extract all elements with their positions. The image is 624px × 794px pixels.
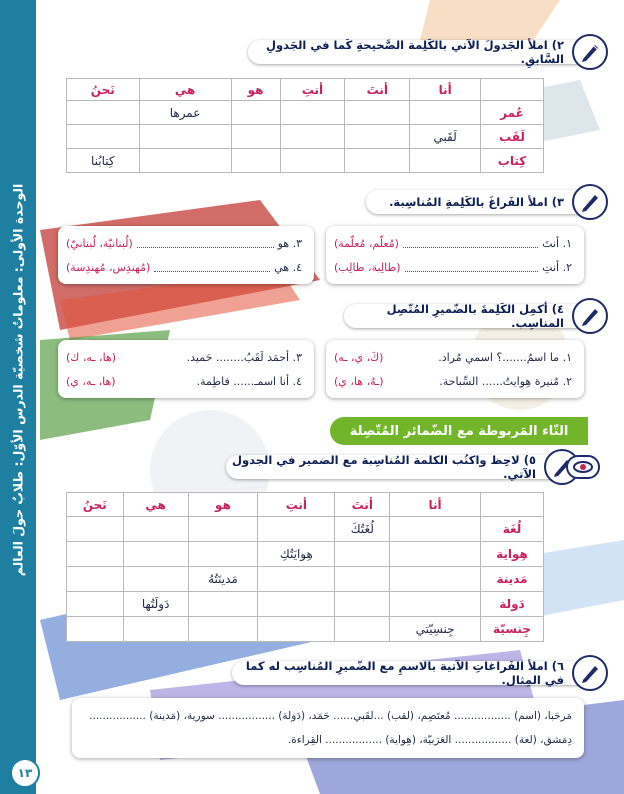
sentence-with-blank[interactable]: ٢. مُنيرة هِوايتُ...... السِّباحة.: [439, 374, 572, 388]
exercise-4-instruction: ٤) أكمِل الكَلِمةَ بالضّميرِ المُتّصِل المناسِب.: [386, 302, 564, 330]
answer-cell[interactable]: [67, 101, 140, 125]
answer-cell[interactable]: [335, 592, 390, 617]
table-row: [67, 517, 544, 542]
answer-cell[interactable]: [258, 517, 335, 542]
answer-cell[interactable]: [390, 517, 481, 542]
column-header: أنتِ: [280, 79, 345, 101]
answer-cell[interactable]: دَولَتُها: [123, 592, 188, 617]
sentence-with-blank[interactable]: ٣. أحمَد لَقَبُ........ حَميد.: [186, 350, 302, 364]
answer-cell[interactable]: [335, 542, 390, 567]
answer-cell[interactable]: [231, 125, 280, 149]
answer-cell[interactable]: [139, 125, 231, 149]
row-label: هِواية: [481, 542, 544, 567]
answer-cell[interactable]: هِوايَتُكِ: [258, 542, 335, 567]
answer-cell[interactable]: [410, 149, 481, 173]
exercise-6-line-2[interactable]: دِمَشق، (لُغة) ................. العَرَبيّة، (هِواية) ................. القِراءة.: [287, 734, 572, 746]
exercise-6-box: [72, 698, 584, 758]
blank-field[interactable]: [154, 263, 270, 272]
blank-field[interactable]: [403, 239, 538, 248]
answer-cell[interactable]: عمرها: [139, 101, 231, 125]
unit-lesson-title: الوحدة الأولى: معلوماتٌ شخصيّة الدرس الأوّل: طلابٌ حولَ العالم: [10, 183, 26, 577]
answer-cell[interactable]: [258, 567, 335, 592]
answer-cell[interactable]: [123, 517, 188, 542]
answer-cell[interactable]: [67, 125, 140, 149]
row-label: لَقَب: [481, 125, 544, 149]
answer-cell[interactable]: [345, 149, 410, 173]
answer-cell[interactable]: مَدينَتُهُ: [188, 567, 258, 592]
eye-icon: [566, 455, 600, 479]
answer-cell[interactable]: [280, 101, 345, 125]
sentence-prefix: ٢. أنتِ: [542, 260, 572, 274]
exercise-5-header: [226, 455, 562, 479]
sentence-prefix: ٤. هي: [274, 260, 302, 274]
answer-cell[interactable]: [345, 101, 410, 125]
table-row: [67, 542, 544, 567]
exercise-3-left-box: [58, 226, 314, 284]
column-header: أنا: [390, 493, 481, 517]
sentence-with-blank[interactable]: ١. ما اسمُ.......؟ اسمي مُراد.: [438, 350, 572, 364]
answer-cell[interactable]: جِنسِيّتي: [390, 617, 481, 642]
sentence-prefix: ١. أنتَ: [542, 236, 572, 250]
answer-cell[interactable]: [188, 542, 258, 567]
answer-cell[interactable]: [67, 592, 124, 617]
blank-field[interactable]: [405, 263, 539, 272]
answer-cell[interactable]: لَقَبي: [410, 125, 481, 149]
exercise-5-table: [66, 492, 544, 642]
exercise-6-instruction: ٦) املأ الفَراغاتِ الآتية بالاسمِ مع الضّميرِ المُناسِب له كما في المِثال.: [245, 659, 564, 687]
answer-cell[interactable]: [188, 617, 258, 642]
answer-cell[interactable]: [335, 567, 390, 592]
section-title-bar: [330, 417, 588, 445]
answer-cell[interactable]: [67, 567, 124, 592]
answer-cell[interactable]: [231, 101, 280, 125]
exercise-3-instruction: ٣) املأ الفَراغَ بالكَلِمةِ المُناسِبة.: [389, 195, 564, 209]
column-header: هي: [123, 493, 188, 517]
column-header: هو: [188, 493, 258, 517]
pen-icon: [572, 184, 608, 220]
table-row: [67, 149, 544, 173]
exercise-4-header: [344, 304, 590, 328]
answer-cell[interactable]: كِتابُنا: [67, 149, 140, 173]
word-options: (مُهندِس، مُهندِسة): [66, 260, 151, 274]
column-header: هي: [139, 79, 231, 101]
pen-icon: [572, 34, 608, 70]
exercise-3-right-box: [326, 226, 584, 284]
row-label: كِتاب: [481, 149, 544, 173]
answer-cell[interactable]: [390, 542, 481, 567]
column-header: أنتَ: [345, 79, 410, 101]
answer-cell[interactable]: [258, 592, 335, 617]
answer-cell[interactable]: [67, 542, 124, 567]
column-header: هو: [231, 79, 280, 101]
pen-icon: [572, 298, 608, 334]
exercise-3-header: [366, 190, 590, 214]
exercise-2-table: [66, 78, 544, 173]
answer-cell[interactable]: لُغَتُكَ: [335, 517, 390, 542]
column-header: نَحنُ: [67, 493, 124, 517]
unit-sidebar: [0, 0, 36, 794]
word-options: (طالِبة، طالِب): [334, 260, 401, 274]
answer-cell[interactable]: [67, 517, 124, 542]
exercise-5-instruction: ٥) لاحِظ واكتُب الكلمة المُناسِبة مع الضمير في الجدول الآتي.: [231, 453, 536, 481]
row-label: مَدينة: [481, 567, 544, 592]
row-label: جِنسيّة: [481, 617, 544, 642]
answer-cell[interactable]: [345, 125, 410, 149]
answer-cell[interactable]: [67, 617, 124, 642]
pronoun-options: (ها، ـه، ك): [66, 350, 117, 364]
sentence-with-blank[interactable]: ٤. أنا اسمـ...... فاطِمة.: [196, 374, 302, 388]
exercise-2-instruction: ٢) املأ الجَدولَ الآتي بالكَلِمة الصَّحيحةِ كَما في الجَدولِ السَّابقِ.: [266, 38, 564, 66]
exercise-2-header: [248, 40, 590, 64]
table-row: [67, 567, 544, 592]
section-title: التّاء المَربوطة مع الضّمائر المُتّصِلة: [349, 423, 569, 439]
answer-cell[interactable]: [123, 567, 188, 592]
answer-cell[interactable]: [123, 617, 188, 642]
row-label: لُغَة: [481, 517, 544, 542]
column-header: أنتِ: [258, 493, 335, 517]
answer-cell[interactable]: [188, 592, 258, 617]
answer-cell[interactable]: [390, 567, 481, 592]
answer-cell[interactable]: [188, 517, 258, 542]
table-row: [67, 125, 544, 149]
table-row: [67, 101, 544, 125]
answer-cell[interactable]: [231, 149, 280, 173]
answer-cell[interactable]: [280, 125, 345, 149]
pen-icon: [572, 655, 608, 691]
column-header: أنتَ: [335, 493, 390, 517]
table-corner: [481, 493, 544, 517]
pronoun-options: (كَ، ي، ـه): [334, 350, 384, 364]
row-label: عُمر: [481, 101, 544, 125]
answer-cell[interactable]: [390, 592, 481, 617]
word-options: (مُعلّم، مُعلّمة): [334, 236, 399, 250]
sentence-prefix: ٣. هو: [277, 236, 302, 250]
exercise-4-left-box: [58, 340, 314, 398]
pronoun-options: (ـهُ، ها، ي): [334, 374, 384, 388]
blank-field[interactable]: [137, 239, 274, 248]
answer-cell[interactable]: [139, 149, 231, 173]
column-header: أنا: [410, 79, 481, 101]
table-row: [67, 592, 544, 617]
table-corner: [481, 79, 544, 101]
answer-cell[interactable]: [280, 149, 345, 173]
answer-cell[interactable]: [123, 542, 188, 567]
table-row: [67, 617, 544, 642]
answer-cell[interactable]: [258, 617, 335, 642]
exercise-4-right-box: [326, 340, 584, 398]
answer-cell[interactable]: [410, 101, 481, 125]
column-header: نَحنُ: [67, 79, 140, 101]
word-options: (لُبنانيّة، لُبنانيّ): [66, 236, 133, 250]
page-number: ١٣: [10, 758, 40, 788]
pronoun-options: (ها، ـه، ي): [66, 374, 116, 388]
row-label: دَولة: [481, 592, 544, 617]
answer-cell[interactable]: [335, 617, 390, 642]
exercise-6-header: [232, 661, 590, 685]
exercise-6-line-1[interactable]: مَرحَباً، (اسم) ................. مُعتَصِم، (لقب) ...لَقَبي...... حَمَد، (دَولة) ................. سورية، (مَدينة) .................: [89, 710, 572, 722]
